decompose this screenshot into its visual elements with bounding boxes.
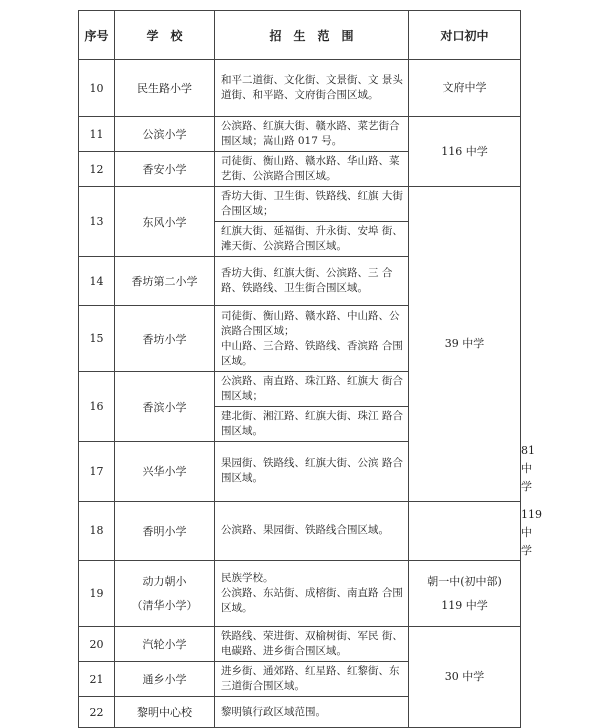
school-name: 香坊小学 bbox=[115, 306, 215, 372]
school-name: 汽轮小学 bbox=[115, 627, 215, 662]
row-number: 22 bbox=[79, 697, 115, 728]
middle-school-line: 119 中学 bbox=[441, 598, 488, 612]
enrollment-table bbox=[78, 10, 542, 728]
enrollment-range bbox=[215, 306, 409, 372]
school-name: 香坊第二小学 bbox=[115, 257, 215, 306]
table-row bbox=[79, 187, 521, 222]
range-line: 中山路、三合路、铁路线、香滨路 合围区域。 bbox=[221, 339, 403, 367]
header-no: 序号 bbox=[79, 11, 115, 60]
enrollment-range: 果园街、铁路线、红旗大街、公滨 路合围区域。 bbox=[215, 442, 409, 502]
middle-school: 文府中学 bbox=[409, 60, 521, 117]
enrollment-range: 公滨路、果园街、铁路线合围区域。 bbox=[215, 501, 409, 561]
enrollment-range: 香坊大街、卫生街、铁路线、红旗 大街合围区域； bbox=[215, 187, 409, 222]
range-line: 公滨路、东站街、成榕街、南直路 合围区域。 bbox=[221, 587, 403, 614]
school-name: 民生路小学 bbox=[115, 60, 215, 117]
table-row bbox=[79, 561, 521, 627]
enrollment-range: 建北街、湘江路、红旗大街、珠江 路合围区域。 bbox=[215, 407, 409, 442]
school-name-line: （清华小学） bbox=[131, 598, 198, 612]
row-number: 14 bbox=[79, 257, 115, 306]
row-number: 15 bbox=[79, 306, 115, 372]
row-number: 19 bbox=[79, 561, 115, 627]
school-name: 香明小学 bbox=[115, 501, 215, 561]
row-number: 21 bbox=[79, 662, 115, 697]
enrollment-range bbox=[215, 561, 409, 627]
row-number: 10 bbox=[79, 60, 115, 117]
middle-school: 30 中学 bbox=[409, 627, 521, 728]
table-row: 17 兴华小学 果园街、铁路线、红旗大街、公滨 路合围区域。 81 中学 119 中学 bbox=[79, 442, 521, 502]
middle-school: 116 中学 bbox=[409, 117, 521, 187]
enrollment-range: 和平二道街、文化街、文景街、文 景头道街、和平路、文府街合围区域。 bbox=[215, 60, 409, 117]
enrollment-range: 香坊大街、红旗大街、公滨路、三 合路、铁路线、卫生街合围区域。 bbox=[215, 257, 409, 306]
range-line: 司徒街、衡山路、赣水路、中山路、公滨路合围区域； bbox=[221, 309, 400, 337]
row-number: 17 bbox=[79, 442, 115, 502]
row-number: 11 bbox=[79, 117, 115, 152]
range-line: 民族学校。 bbox=[221, 572, 274, 584]
school-name: 兴华小学 bbox=[115, 442, 215, 502]
table-row bbox=[79, 627, 521, 662]
school-name: 东风小学 bbox=[115, 187, 215, 257]
header-middle: 对口初中 bbox=[409, 11, 521, 60]
school-name: 黎明中心校 bbox=[115, 697, 215, 728]
middle-school: 39 中学 bbox=[409, 187, 521, 502]
middle-school-line: 朝一中(初中部) bbox=[427, 574, 502, 588]
school-name: 通乡小学 bbox=[115, 662, 215, 697]
header-range: 招 生 范 围 bbox=[215, 11, 409, 60]
table-row bbox=[79, 60, 521, 117]
enrollment-range: 司徒街、衡山路、赣水路、华山路、菜艺街、公滨路合围区域。 bbox=[215, 152, 409, 187]
enrollment-range: 公滨路、南直路、珠江路、红旗大 街合围区域； bbox=[215, 372, 409, 407]
row-number: 13 bbox=[79, 187, 115, 257]
table-row bbox=[79, 501, 521, 561]
school-name bbox=[115, 561, 215, 627]
row-number: 16 bbox=[79, 372, 115, 442]
enrollment-range: 红旗大街、延福街、升永街、安埠 街、滩天街、公滨路合围区域。 bbox=[215, 222, 409, 257]
school-name: 香安小学 bbox=[115, 152, 215, 187]
enrollment-range: 黎明镇行政区域范围。 bbox=[215, 697, 409, 728]
enrollment-range: 进乡街、通郊路、红星路、红黎街、东三道街合围区域。 bbox=[215, 662, 409, 697]
enrollment-range: 公滨路、红旗大街、赣水路、菜艺街合围区域；嵩山路 017 号。 bbox=[215, 117, 409, 152]
header-school: 学 校 bbox=[115, 11, 215, 60]
row-number: 12 bbox=[79, 152, 115, 187]
school-name: 香滨小学 bbox=[115, 372, 215, 442]
table-row bbox=[79, 117, 521, 152]
school-name: 公滨小学 bbox=[115, 117, 215, 152]
middle-school bbox=[409, 561, 521, 627]
school-name-line: 动力朝小 bbox=[142, 574, 187, 588]
row-number: 20 bbox=[79, 627, 115, 662]
enrollment-range: 铁路线、荣进街、双榆树街、军民 街、电碳路、进乡街合围区域。 bbox=[215, 627, 409, 662]
row-number: 18 bbox=[79, 501, 115, 561]
header-row bbox=[79, 11, 521, 60]
